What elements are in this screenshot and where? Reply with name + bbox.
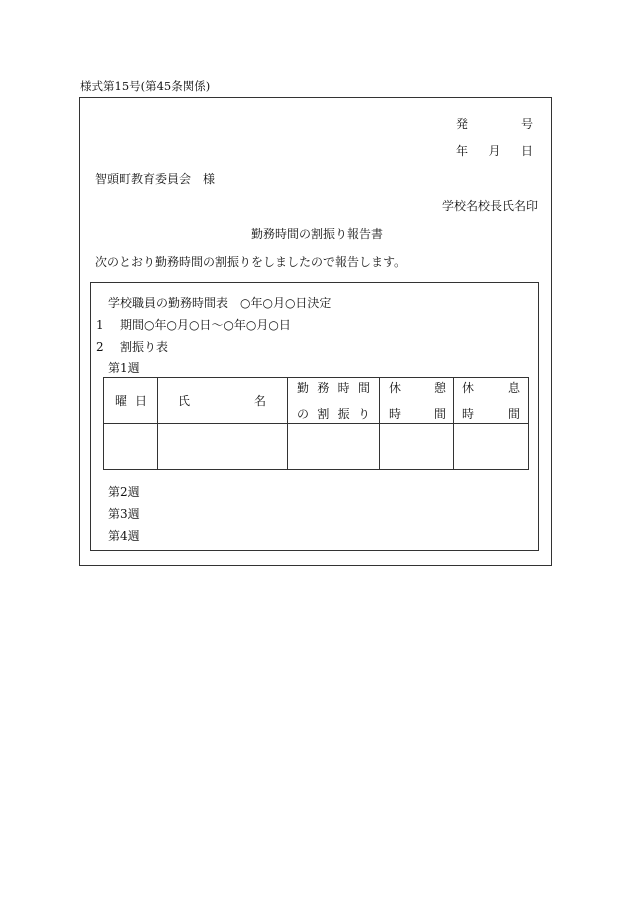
cell-name[interactable] (158, 424, 288, 470)
table-header-row (104, 378, 529, 424)
item-1-number: 1 (96, 318, 104, 332)
header-break-time: 休 息 時 間 (454, 378, 529, 424)
cell-rest-time[interactable] (380, 424, 454, 470)
date-day: 日 (520, 144, 533, 158)
number-prefix: 発 (456, 117, 469, 131)
header-day: 曜 日 (104, 378, 158, 424)
sender-line: 学校名校長氏名印 (442, 199, 539, 213)
week-1-label: 第1週 (108, 361, 140, 375)
header-work-allocation: 勤 務 時 間 の 割 振 り (288, 378, 380, 424)
form-number-label: 様式第15号(第45条関係) (80, 79, 211, 93)
item-1-period: 期間○年○月○日～○年○月○日 (120, 318, 291, 332)
week-2-label: 第2週 (108, 485, 140, 499)
header-rest-time: 休 憩 時 間 (380, 378, 454, 424)
allocation-table (103, 377, 529, 470)
item-2-number: 2 (96, 340, 104, 354)
intro-text: 次のとおり勤務時間の割振りをしましたので報告します。 (95, 255, 407, 269)
cell-day[interactable] (104, 424, 158, 470)
date-year: 年 (456, 144, 469, 158)
document-title: 勤務時間の割振り報告書 (251, 227, 384, 241)
cell-work-allocation[interactable] (288, 424, 380, 470)
week-3-label: 第3週 (108, 507, 140, 521)
item-2-label: 割振り表 (120, 340, 169, 354)
number-suffix: 号 (520, 117, 533, 131)
addressee: 智頭町教育委員会 様 (95, 172, 216, 186)
cell-break-time[interactable] (454, 424, 529, 470)
document-number-line (456, 118, 533, 130)
table-row (104, 424, 529, 470)
date-line (456, 145, 533, 157)
date-month: 月 (488, 144, 501, 158)
schedule-heading: 学校職員の勤務時間表 ○年○月○日決定 (108, 296, 332, 310)
header-name: 氏 名 (158, 378, 288, 424)
week-4-label: 第4週 (108, 529, 140, 543)
